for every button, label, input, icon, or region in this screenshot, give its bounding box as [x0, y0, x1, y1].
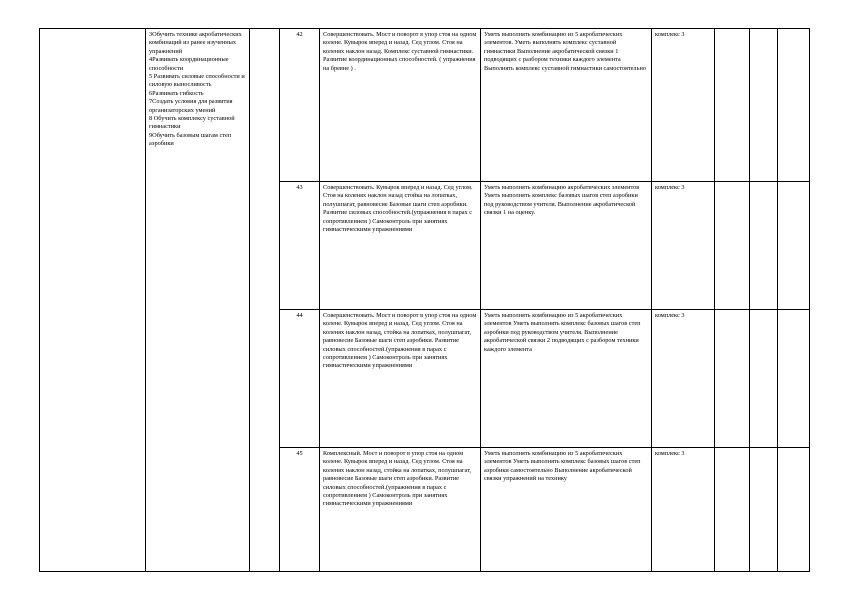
table-row	[40, 29, 810, 182]
goal-item: 5 Развивать силовые способности и силовую выносливость	[149, 73, 245, 89]
blank-cell	[715, 310, 750, 448]
blank-cell	[778, 29, 810, 182]
lesson-outcome: Уметь выполнять комбинацию акробатических элементов Уметь выполнять комплекс базовых шагов степ аэробики под руководством учителя. Выполнение акробатической связки 1 на оценку.	[481, 182, 652, 310]
blank-cell	[715, 448, 750, 572]
lesson-number: 45	[280, 448, 320, 572]
blank-cell	[750, 448, 778, 572]
lesson-equipment: комплекс 3	[652, 310, 715, 448]
goal-item: 4Развивать координационные способности	[149, 56, 229, 72]
blank-cell	[750, 29, 778, 182]
blank-cell	[715, 182, 750, 310]
blank-cell	[250, 29, 280, 572]
blank-cell	[778, 448, 810, 572]
lesson-content: Совершенствовать. Мост и поворот в упор стоя на одном колене. Кувырок вперед и назад. Сед углом. Стоя на коленях наклон назад. Комплекс суставной гимнастики. Развитие координационных способностей. ( упражнения на бревне ) .	[320, 29, 481, 182]
lesson-number: 43	[280, 182, 320, 310]
blank-cell	[715, 29, 750, 182]
goal-item: 7Создать условия для развития организаторских умений	[149, 98, 233, 114]
lesson-content: Совершенствовать. Мост и поворот в упор стоя на одном колене. Кувырок вперед и назад. Сед углом. Стоя на коленях наклон назад, стойка на лопатках, полушпагат, равновесие Базовые шаги степ аэробики. Развитие силовых способностей.(упражнения в парах с сопротивлением ) Самоконтроль при занятиях гимнастическими упражнениями	[320, 310, 481, 448]
goal-item: 6Развивать гибкость	[149, 89, 204, 97]
lesson-outcome: Уметь выполнять комбинацию из 5 акробатических элементов. Уметь выполнять комплекс суставной гимнастики Выполнение акробатической связки 1 подводящих с разбором техники каждого элемента Выполнять комплекс суставной гимнастики самостоятельно	[481, 29, 652, 182]
blank-cell	[750, 182, 778, 310]
goal-item: 3Обучить технике акробатических комбинаций из ранее изученных упражнений	[149, 31, 242, 55]
goals-cell	[146, 29, 250, 572]
goal-item: 9Обучить базовым шагам степ аэробики	[149, 131, 232, 148]
lesson-plan-table	[39, 28, 810, 572]
lesson-equipment: комплекс 3	[652, 448, 715, 572]
lesson-content: Совершенствовать. Кувырок вперед и назад. Сед углом. Стоя на коленях наклон назад стойка на лопатках, полушпагат, равновесие Базовые шаги степ аэробики. Развитие силовых способностей.(упражнения в парах с сопротивлением ) Самоконтроль при занятиях гимнастическими упражнениями	[320, 182, 481, 310]
blank-cell	[778, 310, 810, 448]
blank-cell	[750, 310, 778, 448]
lesson-number: 44	[280, 310, 320, 448]
section-cell	[40, 29, 146, 572]
lesson-equipment: комплекс 3	[652, 29, 715, 182]
lesson-content: Комплексный. Мост и поворот в упор стоя на одном колене. Кувырок вперед и назад. Сед углом. Стоя на коленях наклон назад, стойка на лопатках, полушпагат, равновесие Базовые шаги степ аэробики. Развитие силовых способностей.(упражнения в парах с сопротивлением ) Самоконтроль при занятиях гимнастическими упражнениями	[320, 448, 481, 572]
blank-cell	[778, 182, 810, 310]
goal-item: 8 Обучить комплексу суставной гимнастики	[149, 115, 235, 131]
lesson-number: 42	[280, 29, 320, 182]
lesson-outcome: Уметь выполнять комбинацию из 5 акробатических элементов Уметь выполнять комплекс базовых шагов степ аэробики под руководством учителя. Выполнение акробатической связки 2 подводящих с разбором техники каждого элемента	[481, 310, 652, 448]
lesson-outcome: Уметь выполнять комбинацию из 5 акробатических элементов Уметь выполнять комплекс базовых шагов степ аэробики самостоятельно Выполнение акробатической связки упражнений на технику	[481, 448, 652, 572]
lesson-equipment: комплекс 3	[652, 182, 715, 310]
